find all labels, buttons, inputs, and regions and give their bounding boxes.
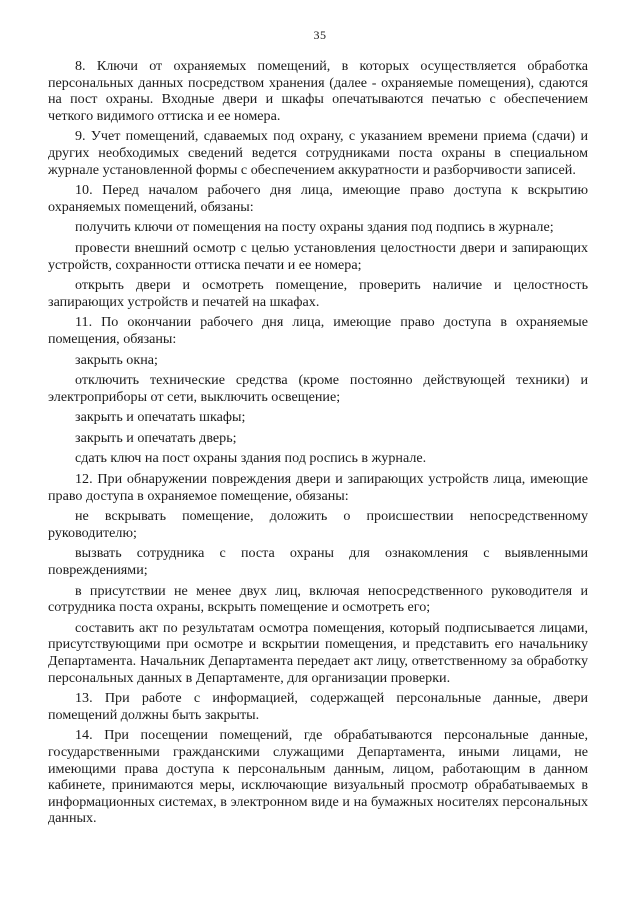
list-item: не вскрывать помещение, доложить о происшествии непосредственному руководителю; [48, 508, 588, 541]
list-item: вызвать сотрудника с поста охраны для ознакомления с выявленными повреждениями; [48, 545, 588, 579]
list-item: в присутствии не менее двух лиц, включая непосредственного руководителя и сотрудника поста охраны, вскрыть помещение и осмотреть его; [48, 582, 588, 616]
list-item: провести внешний осмотр с целью установления целостности двери и запирающих устройств, сохранности оттиска печати и ее номера; [48, 239, 588, 273]
list-item: закрыть и опечатать дверь; [75, 429, 237, 446]
list-item: закрыть и опечатать шкафы; [75, 409, 246, 426]
list-item: сдать ключ на пост охраны здания под роспись в журнале. [75, 450, 427, 467]
list-item: отключить технические средства (кроме постоянно действующей техники) и электроприборы от сети, выключить освещение; [48, 372, 588, 405]
paragraph-11: 11. По окончании рабочего дня лица, имеющие право доступа в охраняемые помещения, обязаны: [48, 314, 588, 347]
paragraph-12: 12. При обнаружении повреждения двери и запирающих устройств лица, имеющие право доступа в охраняемое помещение, обязаны: [48, 471, 588, 504]
document-body [48, 58, 588, 827]
list-item: составить акт по результатам осмотра помещения, который подписывается лицами, присутствующими при осмотре и вскрытии помещения, и представить его начальнику Департамента. Начальник Департамента передает акт лицу, ответственному за обработку персональных данных в Департаменте, для организации проверки. [48, 619, 588, 686]
paragraph-13: 13. При работе с информацией, содержащей персональные данные, двери помещений должны быть закрыты. [48, 690, 588, 723]
list-item: закрыть окна; [75, 351, 158, 368]
list-item: получить ключи от помещения на посту охраны здания под подпись в журнале; [75, 219, 554, 236]
paragraph-10: 10. Перед началом рабочего дня лица, имеющие право доступа к вскрытию охраняемых помещений, обязаны: [48, 182, 588, 215]
paragraph-14: 14. При посещении помещений, где обрабатываются персональные данные, государственными гражданскими служащими Департамента, иными лицами, не имеющими права доступа к персональным данным, лицом, работающим в данном кабинете, принимаются меры, исключающие визуальный просмотр обрабатываемых в информационных системах, в электронном виде и на бумажных носителях персональных данных. [48, 727, 588, 827]
paragraph-8: 8. Ключи от охраняемых помещений, в которых осуществляется обработка персональных данных посредством хранения (далее - охраняемые помещения), сдаются на пост охраны. Входные двери и шкафы опечатываются печатью с обеспечением четкого видимого оттиска и ее номера. [48, 58, 588, 124]
paragraph-9: 9. Учет помещений, сдаваемых под охрану, с указанием времени приема (сдачи) и других необходимых сведений ведется сотрудниками поста охраны в специальном журнале установленной формы с обеспечением аккуратности и разборчивости записей. [48, 128, 588, 178]
list-item: открыть двери и осмотреть помещение, проверить наличие и целостность запирающих устройств и печатей на шкафах. [48, 277, 588, 310]
page-number: 35 [313, 28, 327, 42]
